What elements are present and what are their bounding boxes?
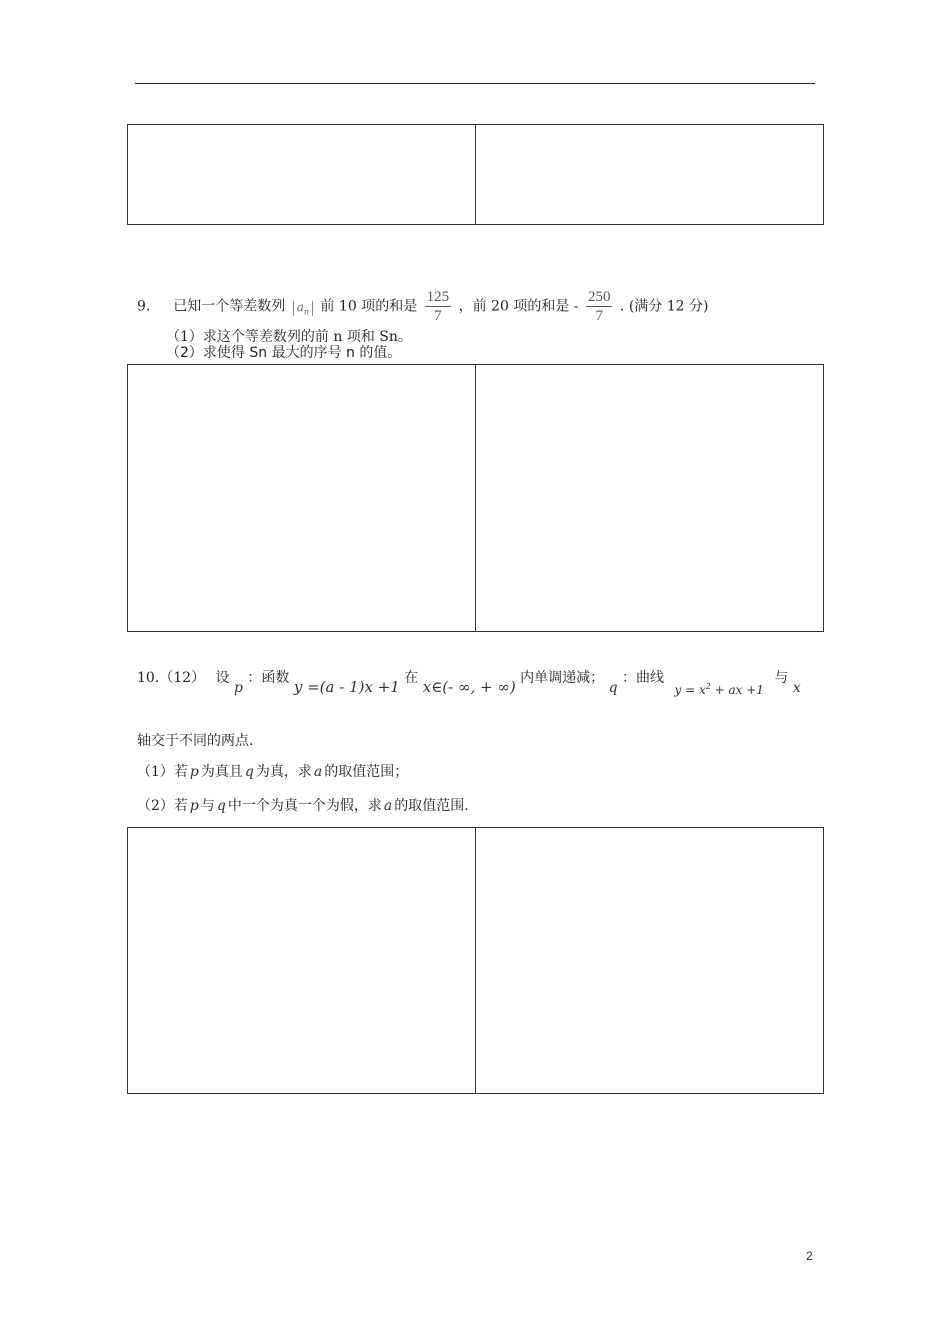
answer-cell-left[interactable] xyxy=(128,828,475,1093)
page-number: 2 xyxy=(806,1249,813,1263)
answer-box-prev xyxy=(127,124,824,225)
q9-fraction-2: $\frac{250}{7}$ xyxy=(587,289,611,324)
q10-number: 10.（12） xyxy=(137,670,206,686)
q10-text-e: ：曲线 xyxy=(622,670,665,686)
answer-cell-right[interactable] xyxy=(475,365,823,631)
answer-cell-left[interactable] xyxy=(128,125,475,224)
q10-text-b: ：函数 xyxy=(247,670,290,686)
q9-text-c: ，前 20 项的和是 - xyxy=(458,298,579,315)
answer-cell-right[interactable] xyxy=(475,828,823,1093)
q10-function: y =(a - 1)x +1 xyxy=(293,678,400,696)
q9-number: 9. xyxy=(137,298,151,315)
q9-text-b: 前 10 项的和是 xyxy=(320,298,418,315)
q10-statement xyxy=(137,670,801,697)
q10-p: p xyxy=(234,680,243,696)
q10-text-c: 在 xyxy=(404,670,419,686)
q10-q: q xyxy=(608,680,618,696)
q10-domain: x∈(- ∞, + ∞) xyxy=(422,678,516,696)
q9-statement xyxy=(137,288,708,325)
q10-curve: $y = x^2$ + ax +1 xyxy=(674,682,764,697)
answer-cell-left[interactable] xyxy=(128,365,475,631)
answer-box-q9 xyxy=(127,364,824,632)
q10-text-f: 与 xyxy=(774,670,789,686)
answer-box-q10 xyxy=(127,827,824,1094)
q9-fraction-1: $\frac{125}{7}$ xyxy=(426,289,450,324)
q10-line2: 轴交于不同的两点. xyxy=(137,733,254,749)
q9-sequence-symbol: $a_n$ xyxy=(293,301,313,316)
q9-text-a: 已知一个等差数列 xyxy=(173,298,286,315)
q10-part2: （2）若 p 与 q 中一个为真一个为假，求 a 的取值范围. xyxy=(137,798,469,814)
q10-text-a: 设 xyxy=(215,670,230,686)
q10-part1: （1）若 p 为真且 q 为真，求 a 的取值范围； xyxy=(137,764,409,780)
q9-part1: （1）求这个等差数列的前 n 项和 Sn。 xyxy=(166,329,412,345)
q10-text-d: 内单调递减； xyxy=(520,670,605,686)
answer-cell-right[interactable] xyxy=(475,125,823,224)
q10-x-axis: x xyxy=(792,680,801,696)
q9-text-d: . (满分 12 分) xyxy=(619,298,709,315)
header-rule xyxy=(135,83,815,84)
q9-part2: （2）求使得 Sn 最大的序号 n 的值。 xyxy=(166,345,402,361)
